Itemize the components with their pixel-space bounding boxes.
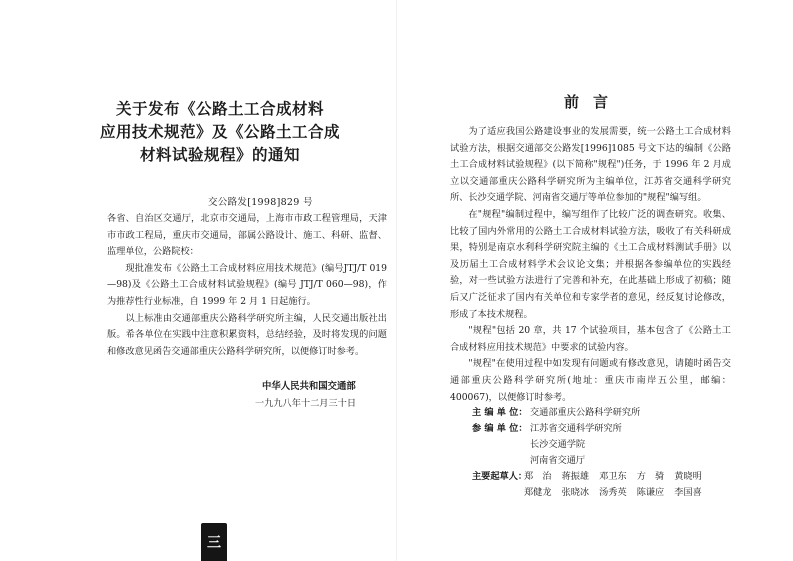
preface-paragraph: 在"规程"编制过程中，编写组作了比较广泛的调查研究。收集、比较了国内外常用的公路土工合成材料试验方法，吸收了有关科研成果，特别是南京水利科学研究院主编的《土工合成材料测试手册》以及历届土工合成材料学术会议论文集；并根据各参编单位的实践经验，对一些试验方法进行了完善和补充，在此基础上形成了初稿；随后又广泛征求了国内有关单位和专家学者的意见，经反复讨论修改，形成了本技术规程。 <box>450 208 731 320</box>
preface-heading: 前言 <box>564 93 623 111</box>
participants-row <box>472 421 702 469</box>
left-page <box>0 0 396 561</box>
notice-paragraph: 各省、自治区交通厅，北京市交通局，上海市市政工程管理局，天津市市政工程局，重庆市交通局，部属公路设计、施工、科研、监督、监理单位，公路院校： <box>107 213 387 258</box>
document-number: 交公路发[1998]829 号 <box>208 197 313 208</box>
issuer-signature: 中华人民共和国交通部 <box>262 381 356 392</box>
participant-unit: 江苏省交通科学研究所 <box>530 423 622 434</box>
notice-paragraph: 以上标准由交通部重庆公路科学研究所主编，人民交通出版社出版。希各单位在实践中注意积累资料，总结经验，及时将发现的问题和修改意见函告交通部重庆公路科学研究所，以便修订时参考。 <box>107 312 387 357</box>
notice-title <box>100 97 340 166</box>
credits-block <box>472 405 702 501</box>
drafter-name: 黄晓明 <box>674 471 702 482</box>
drafter-name: 方 骑 <box>636 471 665 482</box>
drafter-name: 陈谦应 <box>636 487 665 498</box>
preface-paragraph: "规程"在使用过程中如发现有问题或有修改意见，请随时函告交通部重庆公路科学研究所(地址：重庆市南岸五公里，邮编：400067)，以便修订时参考。 <box>450 358 731 403</box>
drafter-name: 邓卫东 <box>599 471 627 482</box>
participant-unit: 长沙交通学院 <box>530 439 586 450</box>
page-number-tab: 三 <box>201 523 227 561</box>
chief-editor-row <box>472 405 702 421</box>
preface-body <box>450 124 731 406</box>
drafters-label: 主要起草人： <box>472 471 528 482</box>
drafter-name: 张晓冰 <box>561 487 590 498</box>
drafters-row <box>472 469 702 501</box>
drafter-name: 李国喜 <box>674 487 702 498</box>
notice-title-line: 关于发布《公路土工合成材料 <box>115 99 324 118</box>
notice-paragraph: 现批准发布《公路土工合成材料应用技术规范》(编号JTJ/T 019—98)及《公路土工合成材料试验规程》(编号 JTJ/T 060—98)，作为推荐性行业标准，自 1999 年 2 月 1 日起施行。 <box>107 262 387 307</box>
drafters-list <box>524 469 702 501</box>
participants-list <box>530 421 622 469</box>
participant-unit: 河南省交通厅 <box>530 455 586 466</box>
participants-label: 参 编 单 位： <box>472 423 528 434</box>
drafter-name: 蒋振雄 <box>561 471 590 482</box>
preface-paragraph: 为了适应我国公路建设事业的发展需要，统一公路土工合成材料试验方法，根据交通部交公路发[1996]1085 号文下达的编制《公路土工合成材料试验规程》(以下简称"规程")任务，于 1996 年 2 月成立以交通部重庆公路科学研究所为主编单位，江苏省交通科学研究所、长沙交通学院、河南省交通厅等单位参加的"规程"编写组。 <box>450 126 731 204</box>
chief-editor-label: 主 编 单 位： <box>472 407 528 418</box>
chief-editor-unit: 交通部重庆公路科学研究所 <box>530 407 641 418</box>
notice-body <box>107 211 387 360</box>
drafter-name: 郑健龙 <box>524 487 552 498</box>
drafter-name: 汤秀英 <box>599 487 627 498</box>
issue-date: 一九九八年十二月三十日 <box>255 398 357 409</box>
notice-title-line: 材料试验规程》的通知 <box>139 145 300 164</box>
notice-title-line: 应用技术规范》及《公路土工合成 <box>100 122 341 141</box>
drafter-name: 郑 治 <box>524 471 552 482</box>
preface-paragraph: "规程"包括 20 章，共 17 个试验项目，基本包含了《公路土工合成材料应用技术规范》中要求的试验内容。 <box>450 325 731 353</box>
